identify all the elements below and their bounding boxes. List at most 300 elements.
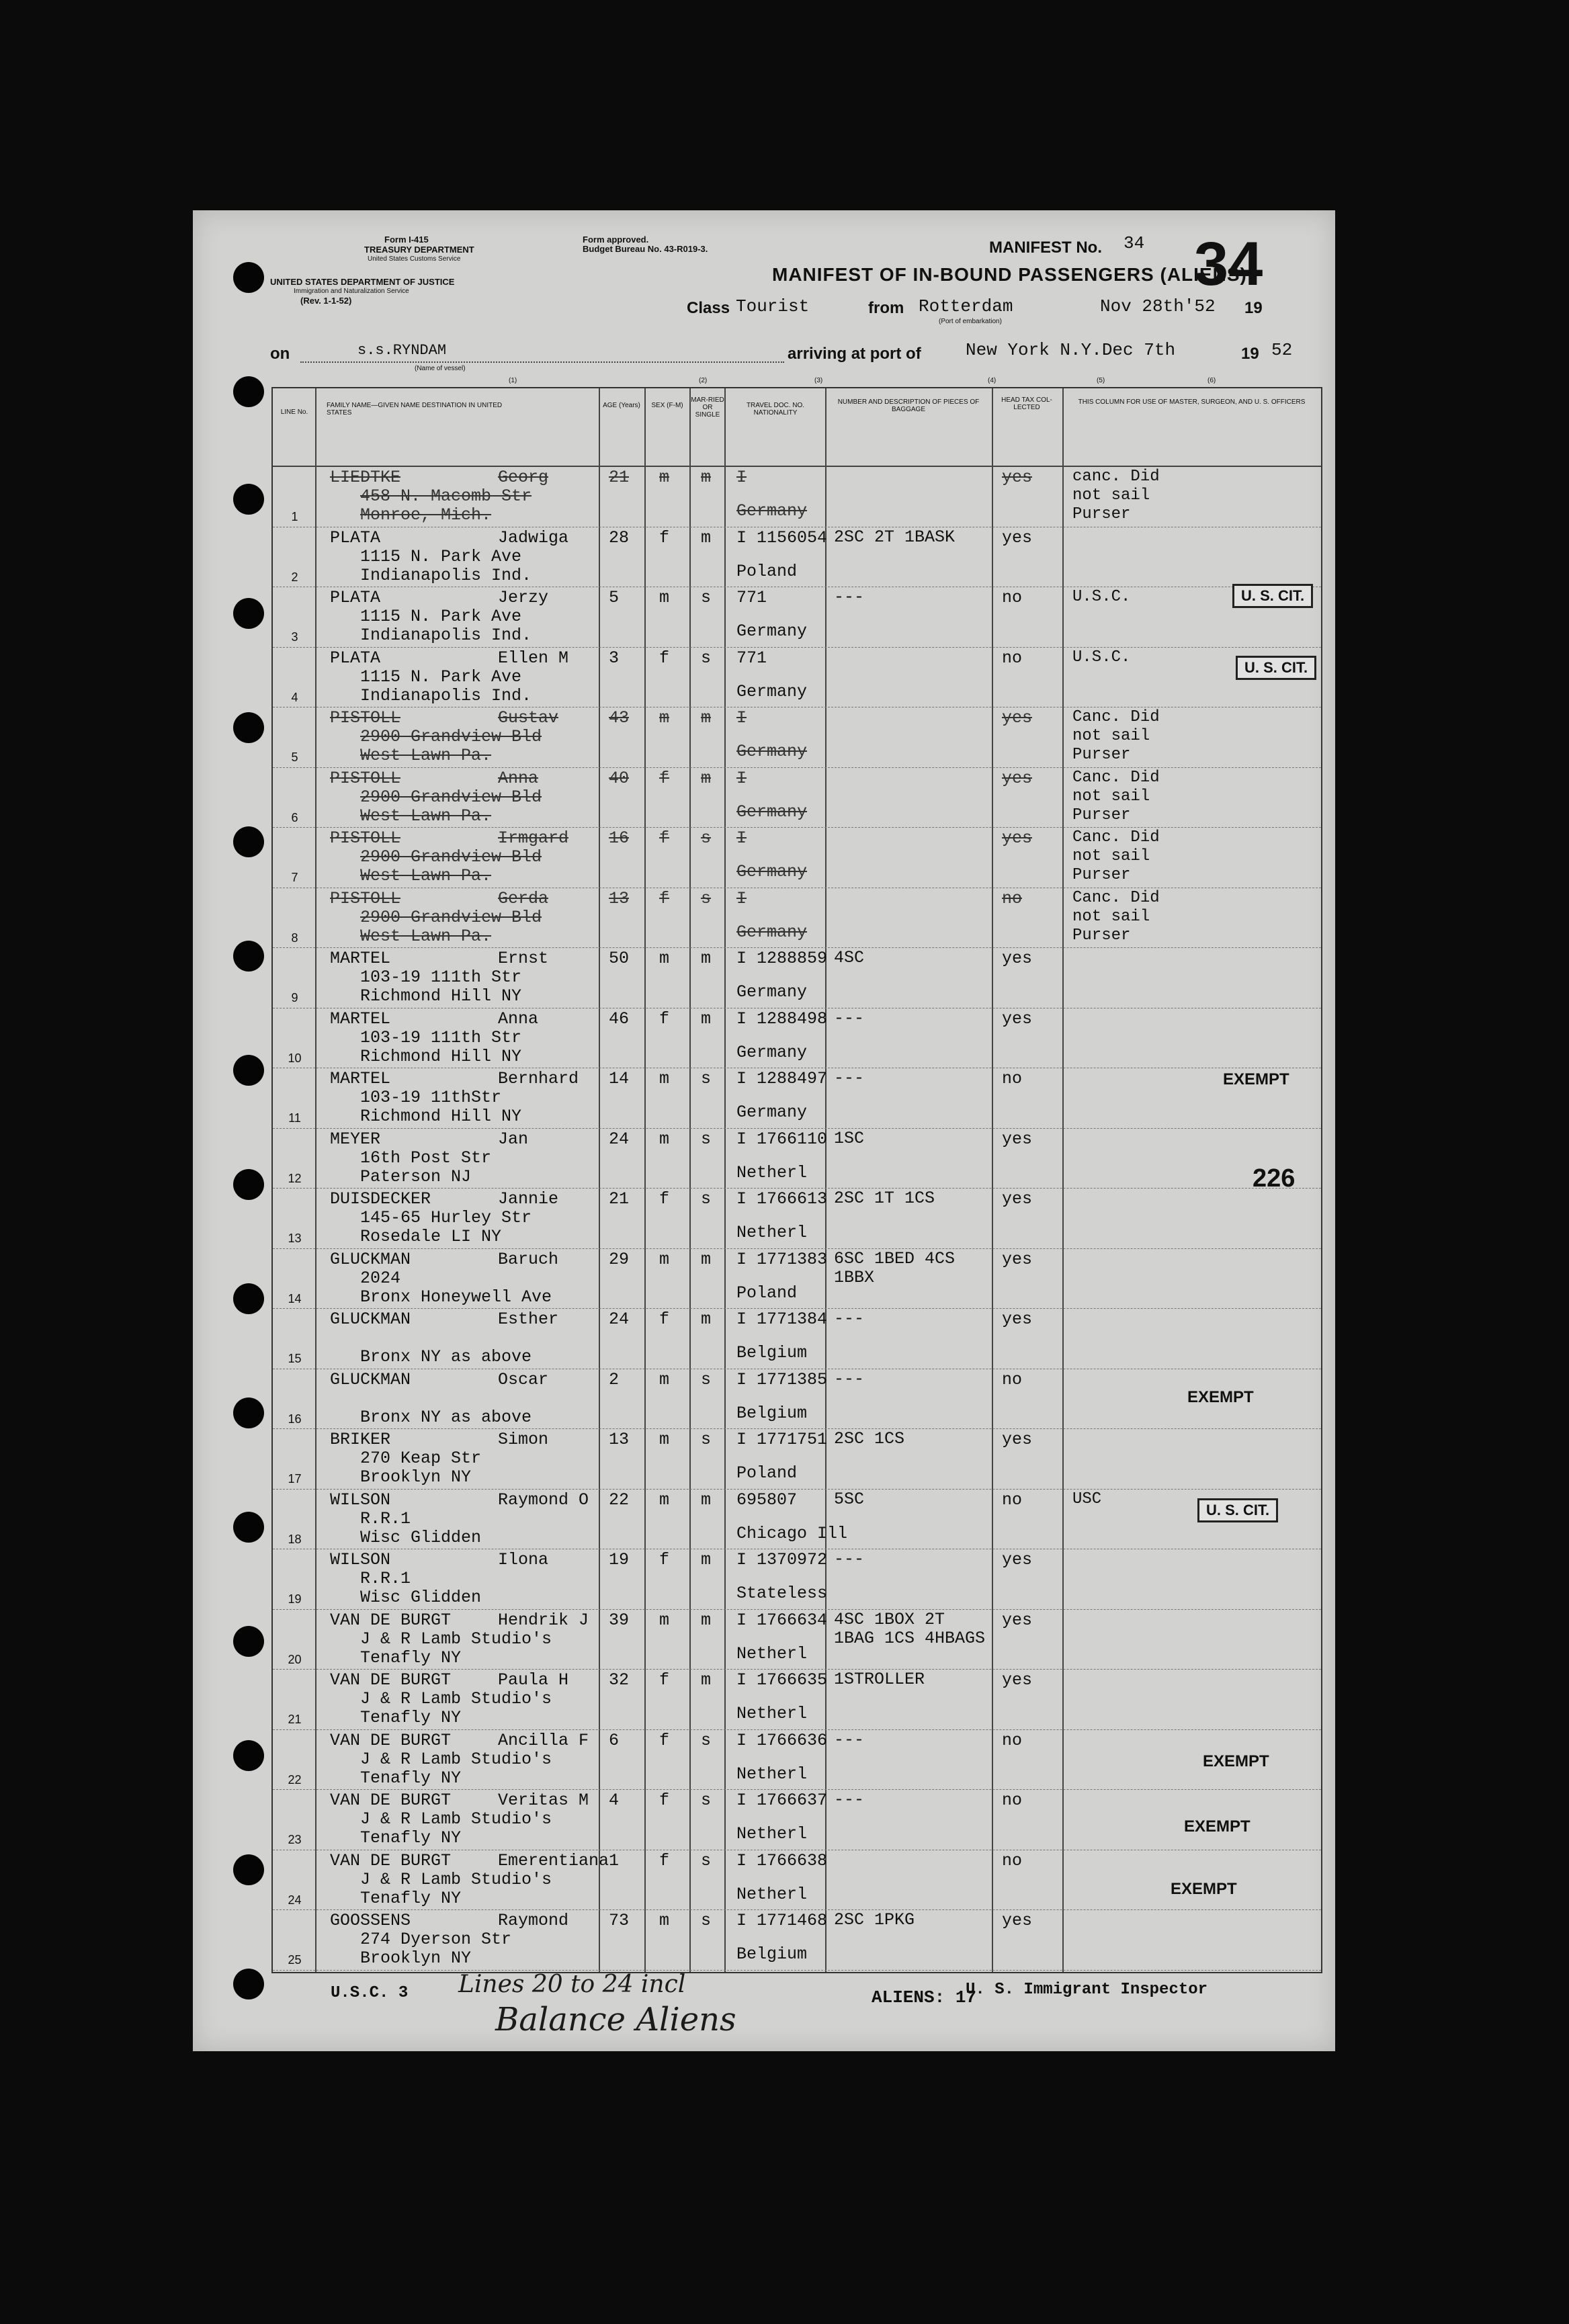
punch-hole (233, 598, 264, 629)
nationality: Netherl (736, 1223, 808, 1242)
family-name: WILSON (330, 1550, 391, 1569)
travel-doc-no: 695807 (736, 1490, 798, 1510)
punch-hole (233, 1512, 264, 1543)
address-line-1: R.R.1 (360, 1508, 411, 1529)
given-name: Bernhard (498, 1069, 579, 1088)
address-line-1: 458 N. Macomb Str (360, 486, 532, 506)
address-line-1: 1115 N. Park Ave (360, 666, 522, 687)
officer-note: Canc. Did not sail Purser (1072, 828, 1160, 884)
officer-note: Canc. Did not sail Purser (1072, 768, 1160, 824)
line-number: 6 (291, 810, 298, 824)
travel-doc-no: I 1771751 (736, 1430, 828, 1449)
given-name: Jadwiga (498, 527, 569, 548)
family-name: LIEDTKE (330, 468, 401, 487)
given-name: Jan (498, 1129, 529, 1149)
travel-doc-no: I 1370972 (736, 1550, 828, 1569)
handwritten-note: Balance Aliens (495, 2001, 736, 2038)
hdr-name: FAMILY NAME—GIVEN NAME DESTINATION IN UNITED STATES (327, 402, 503, 417)
marital-status: m (701, 949, 712, 968)
marital-status: m (701, 1309, 712, 1329)
given-name: Ellen M (498, 648, 569, 668)
address-line-2: Bronx Honeywell Ave (360, 1287, 552, 1307)
age: 39 (609, 1610, 630, 1630)
address-line-2: Richmond Hill NY (360, 1107, 522, 1126)
table-row (273, 588, 1321, 648)
travel-doc-no: I 1766638 (736, 1850, 828, 1870)
family-name: VAN DE BURGT (330, 1791, 452, 1810)
family-name: PISTOLL (330, 828, 401, 848)
sex: f (659, 527, 670, 548)
number-stamp-226: 226 (1253, 1164, 1296, 1193)
given-name: Gerda (498, 888, 549, 908)
nationality: Germany (736, 621, 808, 641)
table-row (273, 1731, 1321, 1791)
marital-status: m (701, 1670, 712, 1690)
hdr-travel-doc: TRAVEL DOC. NO. NATIONALITY (746, 402, 805, 417)
head-tax: no (1002, 588, 1023, 607)
table-row (273, 1129, 1321, 1189)
us-cit-stamp: U. S. CIT. (1236, 656, 1316, 680)
nationality: Netherl (736, 1824, 808, 1844)
marital-status: m (701, 1490, 712, 1510)
head-tax: yes (1002, 1189, 1033, 1209)
line-number: 7 (291, 871, 298, 884)
hdr-officer: THIS COLUMN FOR USE OF MASTER, SURGEON, AND U. S. OFFICERS (1078, 398, 1306, 406)
age: 24 (609, 1129, 630, 1149)
hdr-sex: SEX (F-M) (651, 402, 683, 409)
sex: m (659, 1069, 670, 1088)
address-line-2: Indianapolis Ind. (360, 685, 532, 705)
age: 13 (609, 888, 630, 908)
address-line-1: 2900 Grandview Bld (360, 847, 542, 867)
age: 40 (609, 768, 630, 788)
sex: f (659, 648, 670, 668)
marital-status: s (701, 888, 712, 908)
punch-hole (233, 1854, 264, 1885)
baggage: --- (834, 1729, 865, 1750)
marital-status: m (701, 768, 712, 788)
age: 13 (609, 1430, 630, 1449)
baggage: --- (834, 1790, 865, 1809)
officer-note: U.S.C. (1072, 588, 1131, 606)
table-row (273, 1670, 1321, 1730)
given-name: Simon (498, 1430, 549, 1449)
us-cit-stamp: U. S. CIT. (1197, 1498, 1278, 1522)
row-divider (273, 1609, 1321, 1610)
page-title: MANIFEST OF IN-BOUND PASSENGERS (ALIENS) (772, 264, 1247, 285)
baggage: 6SC 1BED 4CS 1BBX (834, 1248, 956, 1287)
head-tax: yes (1002, 1911, 1033, 1930)
usc-count: U.S.C. 3 (331, 1984, 409, 2002)
row-divider (273, 1428, 1321, 1429)
head-tax: yes (1002, 1610, 1033, 1630)
address-line-2: Tenafly NY (360, 1888, 462, 1908)
address-line-2: Tenafly NY (360, 1647, 462, 1668)
row-divider (273, 947, 1321, 948)
marital-status: s (701, 1850, 712, 1870)
inspector-label: U. S. Immigrant Inspector (966, 1981, 1208, 1999)
given-name: Gustav (498, 708, 559, 728)
line-number: 23 (288, 1833, 302, 1846)
address-line-1: J & R Lamb Studio's (360, 1629, 552, 1649)
travel-doc-no: I 1766637 (736, 1791, 828, 1810)
given-name: Georg (498, 468, 549, 487)
sex: f (659, 768, 670, 788)
nationality: Belgium (736, 1343, 808, 1363)
manifest-table (271, 387, 1322, 1973)
line-number: 16 (288, 1412, 302, 1426)
row-divider (273, 1789, 1321, 1790)
sex: m (659, 1490, 670, 1510)
marital-status: m (701, 1249, 712, 1269)
marital-status: s (701, 648, 712, 668)
row-divider (273, 827, 1321, 828)
head-tax: yes (1002, 708, 1033, 728)
on-label: on (270, 345, 290, 363)
given-name: Ilona (498, 1550, 549, 1569)
line-number: 14 (288, 1291, 302, 1305)
travel-doc-no: I 1766636 (736, 1730, 828, 1750)
age: 1 (609, 1850, 620, 1870)
sex: f (659, 1550, 670, 1569)
age: 5 (609, 588, 620, 607)
family-name: PLATA (330, 648, 381, 668)
table-row (273, 1911, 1321, 1971)
line-number: 4 (291, 690, 298, 704)
us-cit-stamp: U. S. CIT. (1232, 584, 1313, 608)
table-row (273, 1069, 1321, 1129)
from-value: Rotterdam (919, 296, 1013, 316)
row-divider (273, 1970, 1321, 1971)
hdr-age: AGE (Years) (603, 402, 640, 409)
row-divider (273, 1128, 1321, 1129)
travel-doc-no: I 1288498 (736, 1008, 828, 1029)
nationality: Germany (736, 1103, 808, 1122)
nationality: Poland (736, 1283, 798, 1303)
baggage: 2SC 2T 1BASK (834, 527, 956, 547)
address-line-2: Bronx NY as above (360, 1347, 532, 1367)
table-row (273, 769, 1321, 828)
marital-status: s (701, 1129, 712, 1149)
address-line-2: Brooklyn NY (360, 1467, 472, 1487)
address-line-2: Wisc Glidden (360, 1527, 482, 1547)
family-name: PISTOLL (330, 708, 401, 728)
exempt-stamp: EXEMPT (1187, 1388, 1254, 1406)
sex: m (659, 1369, 670, 1389)
line-number: 2 (291, 570, 298, 584)
age: 14 (609, 1069, 630, 1088)
officer-note: canc. Did not sail Purser (1072, 468, 1160, 523)
head-tax: yes (1002, 1008, 1033, 1029)
from-label: from (868, 299, 904, 317)
arrival-port: New York N.Y.Dec 7th (966, 340, 1176, 360)
nationality: Germany (736, 982, 808, 1002)
line-number: 12 (288, 1171, 302, 1185)
baggage: 2SC 1T 1CS (834, 1189, 935, 1208)
family-name: VAN DE BURGT (330, 1850, 452, 1870)
table-row (273, 1550, 1321, 1610)
marital-status: m (701, 468, 712, 487)
address-line-1: 2900 Grandview Bld (360, 907, 542, 927)
nationality: Germany (736, 681, 808, 701)
given-name: Raymond O (498, 1490, 589, 1510)
exempt-stamp: EXEMPT (1171, 1880, 1237, 1898)
given-name: Ancilla F (498, 1730, 589, 1750)
given-name: Irmgard (498, 828, 569, 848)
sex: m (659, 708, 670, 728)
age: 4 (609, 1791, 620, 1810)
baggage: 1STROLLER (834, 1670, 925, 1689)
baggage: 1SC (834, 1128, 865, 1148)
age: 73 (609, 1911, 630, 1930)
age: 43 (609, 708, 630, 728)
given-name: Veritas M (498, 1791, 589, 1810)
family-name: MARTEL (330, 1008, 391, 1029)
hdr-line-no: LINE No. (280, 408, 308, 416)
address-line-1: 103-19 11thStr (360, 1088, 502, 1107)
address-line-1: J & R Lamb Studio's (360, 1809, 552, 1829)
age: 6 (609, 1730, 620, 1750)
marital-status: s (701, 1189, 712, 1209)
row-divider (273, 1188, 1321, 1189)
given-name: Raymond (498, 1911, 569, 1930)
age: 32 (609, 1670, 630, 1690)
marital-status: s (701, 1791, 712, 1810)
address-line-2: Indianapolis Ind. (360, 626, 532, 645)
nationality: Chicago Ill (736, 1523, 848, 1543)
table-row (273, 1851, 1321, 1911)
marital-status: s (701, 1069, 712, 1088)
sex: f (659, 828, 670, 848)
address-line-2: Rosedale LI NY (360, 1227, 502, 1246)
family-name: DUISDECKER (330, 1189, 431, 1209)
head-tax: yes (1002, 527, 1033, 548)
table-row (273, 1610, 1321, 1670)
line-number: 5 (291, 750, 298, 764)
travel-doc-no: I 1766635 (736, 1670, 828, 1690)
travel-doc-no: I 1156054 (736, 527, 828, 548)
table-row (273, 828, 1321, 888)
table-row (273, 1250, 1321, 1309)
family-name: PLATA (330, 527, 381, 548)
family-name: GLUCKMAN (330, 1369, 411, 1389)
age: 46 (609, 1008, 630, 1029)
punch-hole (233, 941, 264, 972)
customs-service: United States Customs Service (368, 255, 461, 263)
nationality: Germany (736, 501, 808, 521)
sex: f (659, 1850, 670, 1870)
travel-doc-no: I (736, 828, 747, 848)
punch-hole (233, 1283, 264, 1314)
form-approved: Form approved. (583, 234, 649, 245)
justice-dept: UNITED STATES DEPARTMENT OF JUSTICE (270, 277, 455, 287)
age: 19 (609, 1550, 630, 1569)
table-row (273, 1189, 1321, 1249)
table-row (273, 1009, 1321, 1069)
sex: f (659, 1309, 670, 1329)
table-row (273, 1309, 1321, 1369)
marital-status: m (701, 1008, 712, 1029)
travel-doc-no: I 1771385 (736, 1369, 828, 1389)
marital-status: m (701, 1610, 712, 1630)
line-number: 22 (288, 1772, 302, 1787)
table-row (273, 648, 1321, 708)
address-line-2: West Lawn Pa. (360, 746, 492, 765)
line-number: 1 (291, 510, 298, 523)
punch-hole (233, 1969, 264, 1999)
sex: m (659, 1430, 670, 1449)
travel-doc-no: I 1766613 (736, 1189, 828, 1209)
line-number: 18 (288, 1532, 302, 1546)
travel-doc-no: I 1766634 (736, 1610, 828, 1630)
officer-note: U.S.C. (1072, 648, 1131, 666)
given-name: Hendrik J (498, 1610, 589, 1630)
address-line-2: Monroe, Mich. (360, 505, 492, 525)
sex: f (659, 1730, 670, 1750)
class-label: Class (687, 299, 730, 317)
nationality: Germany (736, 802, 808, 822)
line-number: 25 (288, 1953, 302, 1967)
sex: f (659, 1189, 670, 1209)
line-number: 11 (288, 1111, 301, 1125)
punch-hole (233, 1169, 264, 1200)
baggage: 5SC (834, 1489, 865, 1509)
nationality: Germany (736, 862, 808, 881)
row-divider (273, 1729, 1321, 1730)
nationality: Poland (736, 1463, 798, 1483)
family-name: PLATA (330, 588, 381, 607)
travel-doc-no: I (736, 708, 747, 728)
address-line-2: Richmond Hill NY (360, 1046, 522, 1066)
sex: m (659, 949, 670, 968)
line-number: 20 (288, 1652, 302, 1666)
departure-date: Nov 28th'52 (1100, 296, 1216, 316)
form-revision: (Rev. 1-1-52) (300, 296, 352, 306)
punch-hole (233, 262, 264, 293)
travel-doc-no: 771 (736, 588, 767, 607)
budget-bureau: Budget Bureau No. 43-R019-3. (583, 244, 708, 254)
address-line-2: Brooklyn NY (360, 1948, 472, 1968)
nationality: Germany (736, 922, 808, 942)
vessel-name: s.s.RYNDAM (357, 342, 447, 359)
given-name: Esther (498, 1309, 559, 1329)
manifest-no-label: MANIFEST No. (989, 239, 1102, 257)
head-tax: no (1002, 888, 1023, 908)
sex: m (659, 1911, 670, 1930)
year-prefix: 19 (1244, 299, 1263, 317)
punch-hole (233, 1740, 264, 1771)
treasury-dept: TREASURY DEPARTMENT (364, 245, 474, 255)
line-number: 15 (288, 1352, 302, 1365)
exempt-stamp: EXEMPT (1184, 1817, 1250, 1836)
marital-status: s (701, 1430, 712, 1449)
row-divider (273, 1308, 1321, 1309)
ins-service: Immigration and Naturalization Service (294, 288, 409, 295)
nationality: Germany (736, 1042, 808, 1062)
baggage: 2SC 1PKG (834, 1910, 915, 1930)
exempt-stamp: EXEMPT (1223, 1070, 1289, 1088)
port-embark-note: (Port of embarkation) (939, 318, 1002, 325)
sex: f (659, 1791, 670, 1810)
marital-status: s (701, 828, 712, 848)
address-line-1: 103-19 111th Str (360, 967, 522, 987)
baggage: --- (834, 1309, 865, 1328)
given-name: Jannie (498, 1189, 559, 1209)
travel-doc-no: I 1288497 (736, 1069, 828, 1088)
line-number: 17 (288, 1472, 302, 1486)
head-tax: yes (1002, 1550, 1033, 1569)
baggage: --- (834, 1068, 865, 1088)
baggage: 4SC (834, 948, 865, 967)
hdr-baggage: NUMBER AND DESCRIPTION OF PIECES OF BAGGAGE (837, 398, 980, 413)
row-divider (273, 1669, 1321, 1670)
address-line-1: 2900 Grandview Bld (360, 787, 542, 807)
punch-hole (233, 712, 264, 743)
nationality: Netherl (736, 1162, 808, 1182)
sex: f (659, 1008, 670, 1029)
aliens-count: ALIENS: 17 (872, 1987, 977, 2008)
nationality: Netherl (736, 1884, 808, 1904)
row-divider (273, 647, 1321, 648)
family-name: MARTEL (330, 949, 391, 968)
col-num-1: (1) (509, 377, 517, 384)
hdr-head-tax: HEAD TAX COL-LECTED (1001, 396, 1052, 411)
table-row (273, 1430, 1321, 1490)
family-name: GLUCKMAN (330, 1309, 411, 1329)
head-tax: yes (1002, 468, 1033, 487)
head-tax: no (1002, 1730, 1023, 1750)
head-tax: yes (1002, 1249, 1033, 1269)
age: 16 (609, 828, 630, 848)
table-row (273, 708, 1321, 768)
travel-doc-no: I 1771468 (736, 1911, 828, 1930)
age: 24 (609, 1309, 630, 1329)
address-line-1: J & R Lamb Studio's (360, 1869, 552, 1889)
given-name: Anna (498, 1008, 539, 1029)
col-num-6: (6) (1207, 377, 1216, 384)
address-line-1: 16th Post Str (360, 1148, 492, 1168)
head-tax: no (1002, 1069, 1023, 1088)
nationality: Belgium (736, 1403, 808, 1423)
marital-status: s (701, 1369, 712, 1389)
travel-doc-no: I 1288859 (736, 949, 828, 968)
form-number: Form I-415 (384, 234, 429, 245)
head-tax: yes (1002, 1430, 1033, 1449)
address-line-2: Wisc Glidden (360, 1588, 482, 1607)
family-name: GOOSSENS (330, 1911, 411, 1930)
head-tax: no (1002, 1369, 1023, 1389)
age: 21 (609, 1189, 630, 1209)
address-line-2: Bronx NY as above (360, 1407, 532, 1427)
nationality: Poland (736, 561, 798, 581)
address-line-1: 1115 N. Park Ave (360, 607, 522, 626)
address-line-1: 270 Keap Str (360, 1449, 482, 1468)
handwritten-note: Lines 20 to 24 incl (458, 1971, 686, 1998)
baggage: 2SC 1CS (834, 1429, 905, 1449)
head-tax: no (1002, 1791, 1023, 1810)
given-name: Baruch (498, 1249, 559, 1269)
family-name: VAN DE BURGT (330, 1610, 452, 1630)
head-tax: no (1002, 1850, 1023, 1870)
table-row (273, 889, 1321, 949)
address-line-2: Indianapolis Ind. (360, 565, 532, 585)
family-name: BRIKER (330, 1430, 391, 1449)
table-row (273, 1791, 1321, 1850)
row-divider (273, 767, 1321, 768)
family-name: MEYER (330, 1129, 381, 1149)
marital-status: s (701, 588, 712, 607)
family-name: PISTOLL (330, 768, 401, 788)
